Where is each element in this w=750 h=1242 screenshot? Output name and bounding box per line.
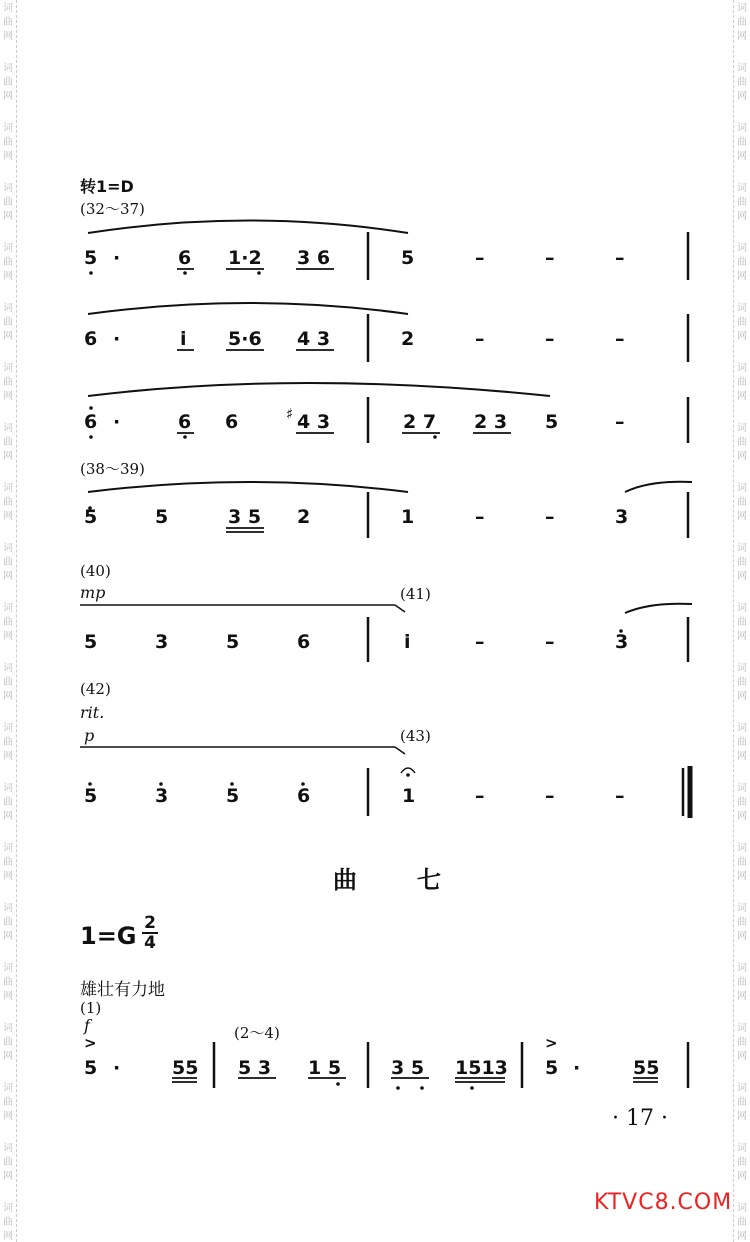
accent-mark: > <box>545 1034 558 1052</box>
measure-label-41: (41) <box>400 585 431 603</box>
note: 1 <box>401 506 415 528</box>
watermark-glyph: 曲 <box>737 197 747 208</box>
watermark-glyph: 曲 <box>3 977 13 988</box>
watermark-glyph: 词 <box>737 603 747 614</box>
watermark-glyph: 词 <box>737 3 747 14</box>
dash: – <box>545 328 555 350</box>
watermark-glyph: 词 <box>3 543 13 554</box>
watermark-glyph: 词 <box>3 3 13 14</box>
watermark-glyph: 曲 <box>737 1157 747 1168</box>
watermark-glyph: 词 <box>3 123 13 134</box>
dash: – <box>545 631 555 653</box>
watermark-glyph: 网 <box>737 1231 747 1242</box>
watermark-glyph: 网 <box>737 751 747 762</box>
note: 5 <box>84 247 98 269</box>
watermark-glyph: 曲 <box>737 617 747 628</box>
note: 3 <box>615 506 629 528</box>
note: 6 <box>178 247 192 269</box>
key-change: 转1=D <box>80 177 134 196</box>
watermark-glyph: 曲 <box>3 137 13 148</box>
measure-label-1: (1) <box>80 999 102 1017</box>
note: 2 7 <box>403 411 437 433</box>
watermark-glyph: 网 <box>737 151 747 162</box>
watermark-glyph: 网 <box>737 331 747 342</box>
page-number: · 17 · <box>612 1106 668 1131</box>
watermark-glyph: 曲 <box>737 257 747 268</box>
watermark-glyph: 词 <box>3 1203 13 1214</box>
watermark-glyph: 词 <box>737 423 747 434</box>
watermark-glyph: 词 <box>737 63 747 74</box>
watermark-glyph: 网 <box>3 451 13 462</box>
watermark-glyph: 词 <box>737 243 747 254</box>
watermark-glyph: 词 <box>737 183 747 194</box>
measure-label-40: (40) <box>80 562 111 580</box>
note: 2 3 <box>474 411 508 433</box>
watermark-glyph: 网 <box>737 451 747 462</box>
watermark-glyph: 网 <box>3 691 13 702</box>
watermark-glyph: 词 <box>3 603 13 614</box>
note: 5 <box>226 785 240 807</box>
dash: – <box>615 328 625 350</box>
watermark-glyph: 网 <box>3 631 13 642</box>
watermark-glyph: 词 <box>737 543 747 554</box>
note: 5·6 <box>228 328 262 350</box>
watermark-glyph: 曲 <box>737 737 747 748</box>
note: 6 <box>178 411 192 433</box>
note: 6 <box>297 631 311 653</box>
piece-title: 曲七 <box>333 866 501 894</box>
note: 5 <box>155 506 169 528</box>
watermark-glyph: 词 <box>3 183 13 194</box>
watermark-glyph: 词 <box>737 783 747 794</box>
note: 1513 <box>455 1057 508 1079</box>
key-signature: 1=G <box>80 922 137 950</box>
watermark-glyph: 曲 <box>3 17 13 28</box>
watermark-glyph: 网 <box>737 691 747 702</box>
measure-label-43: (43) <box>400 727 431 745</box>
watermark-glyph: 网 <box>737 991 747 1002</box>
watermark-glyph: 网 <box>737 1111 747 1122</box>
dash: – <box>475 247 485 269</box>
watermark-glyph: 网 <box>3 331 13 342</box>
dash: – <box>615 785 625 807</box>
watermark-glyph: 曲 <box>737 1037 747 1048</box>
watermark-glyph: 曲 <box>3 617 13 628</box>
dash: – <box>545 785 555 807</box>
watermark-glyph: 词 <box>737 303 747 314</box>
watermark-glyph: 词 <box>3 63 13 74</box>
dot: · <box>573 1057 581 1079</box>
site-logo: KTVC8.COM <box>594 1190 733 1215</box>
dash: – <box>615 247 625 269</box>
dash: – <box>475 506 485 528</box>
note: 6 <box>225 411 239 433</box>
watermark-glyph: 词 <box>3 303 13 314</box>
note: 3 6 <box>297 247 331 269</box>
measure-label-38-39: (38～39) <box>80 460 145 478</box>
tempo-marking: 雄壮有力地 <box>80 980 165 1000</box>
watermark-glyph: 网 <box>737 871 747 882</box>
watermark-glyph: 网 <box>737 1171 747 1182</box>
note: 3 5 <box>228 506 262 528</box>
watermark-glyph: 曲 <box>737 917 747 928</box>
note: i <box>180 328 187 350</box>
note: 2 <box>297 506 311 528</box>
watermark-glyph: 曲 <box>3 437 13 448</box>
note-with-fermata: 1 <box>402 785 416 807</box>
watermark-glyph: 词 <box>3 1083 13 1094</box>
dash: – <box>475 631 485 653</box>
watermark-glyph: 曲 <box>737 497 747 508</box>
note: 5 <box>84 506 98 528</box>
watermark-glyph: 网 <box>3 931 13 942</box>
watermark-glyph: 词 <box>3 483 13 494</box>
watermark-glyph: 曲 <box>737 437 747 448</box>
watermark-glyph: 曲 <box>3 737 13 748</box>
watermark-glyph: 网 <box>3 751 13 762</box>
note: 6 <box>84 411 98 433</box>
watermark-glyph: 网 <box>3 31 13 42</box>
watermark-glyph: 网 <box>737 391 747 402</box>
note: 1·2 <box>228 247 262 269</box>
note: 3 5 <box>391 1057 425 1079</box>
watermark-glyph: 网 <box>737 931 747 942</box>
watermark-glyph: 网 <box>3 391 13 402</box>
watermark-glyph: 词 <box>3 243 13 254</box>
watermark-glyph: 词 <box>737 483 747 494</box>
dot: · <box>113 328 121 350</box>
watermark-glyph: 曲 <box>737 557 747 568</box>
watermark-glyph: 曲 <box>737 137 747 148</box>
watermark-glyph: 网 <box>3 271 13 282</box>
dash: – <box>545 506 555 528</box>
watermark-glyph: 曲 <box>737 677 747 688</box>
watermark-glyph: 词 <box>3 1023 13 1034</box>
watermark-glyph: 词 <box>3 843 13 854</box>
watermark-glyph: 曲 <box>737 317 747 328</box>
dot: · <box>113 411 121 433</box>
watermark-glyph: 词 <box>737 903 747 914</box>
note: 5 <box>226 631 240 653</box>
watermark-glyph: 网 <box>3 511 13 522</box>
measure-label-32-37: (32～37) <box>80 200 145 218</box>
measure-label-42: (42) <box>80 680 111 698</box>
watermark-glyph: 网 <box>3 1051 13 1062</box>
note: 5 <box>545 411 559 433</box>
time-signature-top: 2 <box>144 913 156 933</box>
watermark-glyph: 网 <box>737 1051 747 1062</box>
dynamic-f: f <box>84 1016 90 1035</box>
watermark-glyph: 词 <box>3 723 13 734</box>
watermark-glyph: 词 <box>737 1143 747 1154</box>
watermark-glyph: 网 <box>3 571 13 582</box>
watermark-glyph: 曲 <box>737 1217 747 1228</box>
ritardando-mark: rit. <box>80 703 105 722</box>
watermark-glyph: 词 <box>3 1143 13 1154</box>
time-signature <box>142 914 158 952</box>
note: 5 <box>545 1057 559 1079</box>
watermark-glyph: 曲 <box>737 377 747 388</box>
watermark-glyph: 曲 <box>3 1097 13 1108</box>
watermark-glyph: 曲 <box>737 797 747 808</box>
watermark-glyph: 曲 <box>3 377 13 388</box>
watermark-glyph: 曲 <box>3 497 13 508</box>
dynamic-mp: mp <box>80 583 106 602</box>
note: 5 <box>84 785 98 807</box>
dash: – <box>615 411 625 433</box>
dot: · <box>113 247 121 269</box>
note: 55 <box>172 1057 199 1079</box>
watermark-glyph: 网 <box>3 1111 13 1122</box>
watermark-glyph: 网 <box>737 211 747 222</box>
watermark-glyph: 词 <box>3 363 13 374</box>
note: 2 <box>401 328 415 350</box>
watermark-glyph: 网 <box>3 991 13 1002</box>
note: 5 3 <box>238 1057 272 1079</box>
watermark-glyph: 词 <box>3 963 13 974</box>
watermark-glyph: 词 <box>737 1023 747 1034</box>
note: 5 <box>401 247 415 269</box>
dash: – <box>475 785 485 807</box>
watermark-glyph: 网 <box>3 811 13 822</box>
watermark-glyph: 网 <box>3 1171 13 1182</box>
note: 3 <box>155 631 169 653</box>
note: 3 <box>615 631 629 653</box>
watermark-glyph: 曲 <box>3 1157 13 1168</box>
note: 5 <box>84 631 98 653</box>
watermark-glyph: 曲 <box>3 1217 13 1228</box>
watermark-glyph: 网 <box>737 631 747 642</box>
dash: – <box>475 328 485 350</box>
watermark-glyph: 网 <box>3 1231 13 1242</box>
watermark-glyph: 词 <box>3 663 13 674</box>
note: 6 <box>297 785 311 807</box>
note: 4 3 <box>297 411 331 433</box>
watermark-glyph: 曲 <box>737 977 747 988</box>
watermark-glyph: 词 <box>737 123 747 134</box>
note: 5 <box>84 1057 98 1079</box>
watermark-glyph: 曲 <box>3 677 13 688</box>
watermark-glyph: 词 <box>737 843 747 854</box>
watermark-glyph: 网 <box>737 571 747 582</box>
watermark-glyph: 曲 <box>3 1037 13 1048</box>
watermark-glyph: 曲 <box>737 1097 747 1108</box>
watermark-glyph: 曲 <box>737 17 747 28</box>
watermark-glyph: 网 <box>3 871 13 882</box>
watermark-glyph: 网 <box>3 211 13 222</box>
watermark-glyph: 词 <box>737 723 747 734</box>
dynamic-p: p <box>84 726 95 745</box>
watermark-glyph: 词 <box>737 663 747 674</box>
watermark-glyph: 词 <box>3 423 13 434</box>
watermark-glyph: 曲 <box>3 557 13 568</box>
watermark-glyph: 曲 <box>3 317 13 328</box>
watermark-glyph: 曲 <box>3 257 13 268</box>
watermark-glyph: 网 <box>737 91 747 102</box>
watermark-glyph: 网 <box>737 31 747 42</box>
accent-mark: > <box>84 1034 97 1052</box>
dash: – <box>545 247 555 269</box>
watermark-glyph: 词 <box>737 363 747 374</box>
watermark-glyph: 曲 <box>3 857 13 868</box>
watermark-glyph: 词 <box>737 1203 747 1214</box>
watermark-glyph: 曲 <box>3 77 13 88</box>
watermark-glyph: 词 <box>3 903 13 914</box>
watermark-glyph: 网 <box>737 811 747 822</box>
note: i <box>404 631 411 653</box>
watermark-glyph: 曲 <box>3 917 13 928</box>
watermark-glyph: 网 <box>737 511 747 522</box>
note: 1 5 <box>308 1057 342 1079</box>
watermark-glyph: 网 <box>737 271 747 282</box>
dot: · <box>113 1057 121 1079</box>
watermark-glyph: 曲 <box>3 797 13 808</box>
watermark-glyph: 词 <box>737 963 747 974</box>
note: 3 <box>155 785 169 807</box>
watermark-glyph: 曲 <box>3 197 13 208</box>
note: 4 3 <box>297 328 331 350</box>
watermark-glyph: 网 <box>3 91 13 102</box>
note: 55 <box>633 1057 660 1079</box>
watermark-glyph: 词 <box>3 783 13 794</box>
watermark-glyph: 曲 <box>737 77 747 88</box>
measure-label-2-4: (2～4) <box>234 1024 280 1042</box>
time-signature-bottom: 4 <box>142 932 158 952</box>
sharp-sign: ♯ <box>286 405 294 423</box>
watermark-glyph: 词 <box>737 1083 747 1094</box>
note: 6 <box>84 328 98 350</box>
watermark-glyph: 曲 <box>737 857 747 868</box>
watermark-glyph: 网 <box>3 151 13 162</box>
